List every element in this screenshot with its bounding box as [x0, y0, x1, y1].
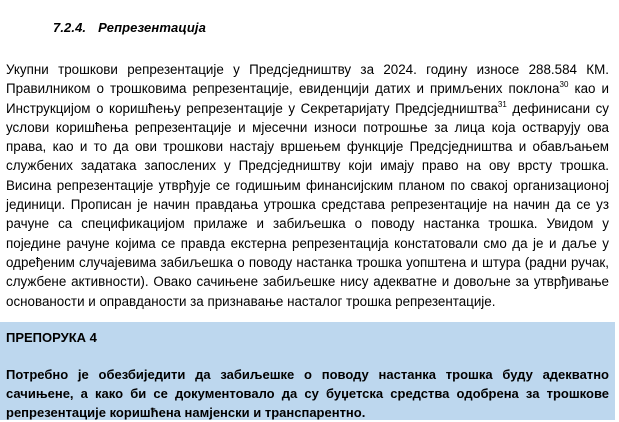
paragraph-part-1: Укупни трошкови репрезентације у Предсједништву за 2024. годину износе 288.584 КМ. Правилником о трошковима репрезентације, евиденцији датих и примљених поклона [6, 62, 609, 97]
recommendation-text: Потребно је обезбиједити да забиљешке о поводу настанка трошка буду адекватно сачињене, а како би се документовало да су буџетска средства одобрена за трошкове репрезентације коришћена намјенски и транспарентно. [6, 367, 609, 420]
recommendation-box [0, 322, 615, 420]
paragraph-part-2: као и Инструкцијом о коришћењу репрезентације у Секретаријату Предсједништва [6, 81, 609, 116]
footnote-ref-30[interactable]: 30 [559, 80, 569, 90]
recommendation-title: ПРЕПОРУКА 4 [6, 330, 97, 345]
body-paragraph [6, 60, 609, 311]
section-heading [53, 20, 206, 35]
footnote-ref-31[interactable]: 31 [497, 99, 507, 109]
section-number: 7.2.4. [53, 20, 87, 35]
section-title: Репрезентација [98, 20, 206, 35]
paragraph-part-3: дефинисани су услови коришћења репрезентације и мјесечни износи потрошње за лица која остварују ова права, као и то да ови трошкови настају вршењем функције Предсједништва и обављањем службених задатака запослених у Предсједништву који имају право на ову врсту трошка. Висина репрезентације утврђује се годишњим финансијским планом по свакој организационој јединици. Прописан је начин правдања утрошка средстава репрезентације на начин да се уз рачуне са спецификацијом прилаже и забиљешка о поводу настанка трошка. Увидом у поједине рачуне којима се правда екстерна репрезентација констатовали смо да је и даље у одређеним случајевима забиљешка о поводу настанка трошка уопштена и штура (радни ручак, службене активности). Овако сачињене забиљешке нису адекватне и довољне за утврђивање основаности и оправданости за признавање насталог трошка репрезентације. [6, 100, 610, 309]
